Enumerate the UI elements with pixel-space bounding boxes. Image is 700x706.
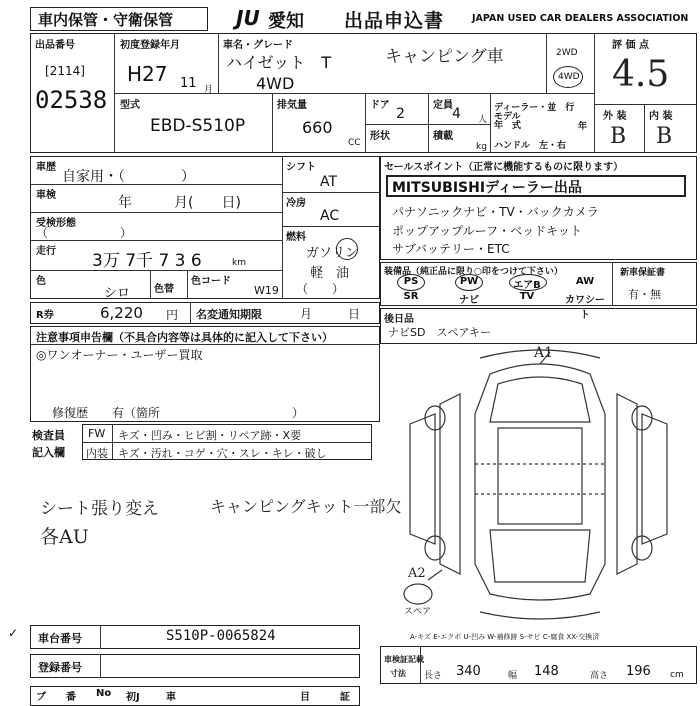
wd4-option: 4WD [558, 72, 580, 82]
logo-text: 愛知 [268, 11, 304, 32]
storage-label: 車内保管・守衛保管 [38, 11, 174, 29]
check-mark: ✓ [8, 626, 19, 640]
transfer-value: （ ） [36, 226, 133, 240]
bottom-item-6: 証 [340, 692, 350, 703]
equipment-pw: PW [459, 276, 479, 287]
color-code-label: 色コード [191, 276, 231, 287]
accessories-label: 後日品 [384, 314, 414, 325]
airbag-circle [509, 274, 547, 291]
wd4-circle [553, 66, 583, 88]
score-ext-label: 外 装 [603, 111, 627, 122]
capacity-label: 定員 [433, 100, 453, 111]
inspection-value: 年 月( 日) [118, 195, 241, 211]
inspector-label1: 検査員 [32, 429, 65, 442]
accessories-value: ナビSD スペアキー [388, 326, 492, 339]
registration-month: 11 [180, 76, 197, 91]
bottom-item-4: 車 [166, 692, 176, 703]
score-int-label: 内 装 [649, 111, 673, 122]
equipment-header: 装備品（純正品に限り○印をつけて下さい） [384, 267, 563, 277]
fuel-circle [336, 238, 358, 260]
lot-label: 出品番号 [35, 40, 75, 51]
history-value: 自家用・（ ） [62, 169, 195, 185]
sales-line3: サブバッテリー・ETC [392, 242, 510, 256]
score-value: 4.5 [612, 54, 670, 95]
sales-points-header: セールスポイント（正常に機能するものに限ります） [384, 162, 624, 173]
lot-number: 02538 [35, 86, 108, 114]
inspector-interior-text: キズ・汚れ・コゲ・穴・スレ・キレ・破し [118, 447, 327, 460]
displacement-label: 排気量 [277, 100, 307, 111]
reg-number-label: 登録番号 [38, 661, 82, 674]
warranty-value: 有・無 [628, 288, 661, 301]
bottom-item-1: 番 [66, 692, 76, 703]
dims-height-label: 高さ [590, 671, 609, 681]
sales-points-main: MITSUBISHIディーラー出品 [392, 180, 582, 196]
displacement-unit: CC [348, 138, 361, 148]
model-name: ハイゼット T [226, 53, 331, 72]
ac-label: 冷房 [286, 198, 306, 209]
inspection-label: 車検 [36, 190, 56, 201]
equipment-ps: PS [403, 276, 419, 287]
fuel-diesel: 軽 油 [310, 266, 350, 281]
shift-label: シフト [286, 162, 316, 173]
dims-length-label: 長さ [424, 671, 443, 681]
capacity-unit: 人 [478, 115, 488, 125]
load-label: 積載 [433, 131, 453, 142]
inspector-interior: 内装 [86, 447, 108, 460]
registration-year: H27 [127, 62, 168, 86]
score-int: B [656, 124, 673, 149]
type-label: 型式 [120, 100, 140, 111]
fuel-other: （ ） [296, 282, 345, 296]
shift-value: AT [320, 174, 338, 190]
chassis-value: S510P-0065824 [166, 628, 276, 644]
dims-unit: cm [670, 670, 684, 680]
equipment-airbag: エアB [513, 280, 541, 291]
bottom-item-0: ブ [36, 692, 46, 703]
association-name: JAPAN USED CAR DEALERS ASSOCIATION [472, 13, 689, 24]
notices-header: 注意事項申告欄（不具合内容等は具体的に記入して下さい） [36, 331, 333, 344]
inspector-fw-text: キズ・凹み・ヒビ割・リペア跡・X要 [118, 429, 302, 442]
dims-width-label: 幅 [508, 671, 518, 681]
equipment-leather: カワシート [565, 295, 605, 321]
dims-height: 196 [626, 664, 651, 679]
repair-history: 修復歴 有（箇所 ） [52, 406, 305, 420]
name-change-value: 月 日 [300, 307, 361, 321]
doors-value: 2 [396, 106, 405, 122]
registration-label: 初度登録年月 [120, 40, 180, 51]
lot-sub: [2114] [45, 64, 85, 78]
dealer-row1: ディーラー・並 行 [494, 103, 575, 113]
note-kit: キャンピングキット一部欠 [210, 497, 402, 516]
fuel-label: 燃料 [286, 232, 306, 243]
dims-label1: 車検証記載 [384, 655, 424, 664]
dealer-row2-val: 年 [578, 122, 588, 132]
car-damage-diagram [380, 344, 697, 624]
ju-logo: JU [236, 6, 260, 30]
fuel-gasoline: ガソリン [306, 246, 359, 261]
warranty-label: 新車保証書 [620, 268, 666, 278]
note-seat: シート張り変え [40, 499, 159, 519]
model-drive: 4WD [256, 74, 295, 93]
note-au: 各AU [40, 526, 89, 548]
trim-label: 色替 [154, 284, 174, 295]
dims-width: 148 [534, 664, 559, 679]
load-unit: kg [476, 142, 487, 152]
bottom-item-2: No [96, 688, 112, 699]
equipment-aw: AW [575, 276, 595, 287]
inspector-label2: 記入欄 [32, 446, 65, 459]
sales-line1: パナソニックナビ・TV・バックカメラ [392, 205, 599, 219]
bottom-item-3: 初J [126, 692, 140, 703]
inspector-fw: FW [88, 427, 106, 440]
r-ticket-label: R券 [36, 310, 54, 321]
color-code: W19 [254, 284, 279, 297]
transfer-label: 受検形態 [36, 218, 76, 229]
dims-label2: 寸法 [390, 669, 406, 678]
chassis-label: 車台番号 [38, 632, 82, 645]
capacity-value: 4 [452, 106, 461, 122]
damage-mark-a2: A2 [408, 566, 426, 581]
mileage-label: 走行 [36, 246, 56, 257]
notices-line1: ◎ワンオーナー・ユーザー買取 [36, 348, 203, 362]
score-ext: B [610, 124, 627, 149]
mileage-unit: km [232, 258, 246, 268]
bottom-strip [30, 686, 360, 706]
score-label: 評 価 点 [612, 40, 649, 51]
type-value: EBD-S510P [150, 116, 246, 136]
ps-circle [397, 274, 425, 291]
registration-month-unit: 月 [204, 85, 214, 95]
model-note: キャンピング車 [385, 47, 504, 67]
dealer-row3: ハンドル 左・右 [494, 141, 567, 151]
dims-length: 340 [456, 664, 481, 679]
dealer-row2: モデル 年 式 [494, 112, 522, 131]
mileage-value: 3万 7千 7 3 6 [92, 251, 202, 271]
equipment-tv: TV [519, 291, 535, 302]
ac-value: AC [320, 208, 340, 224]
history-label: 車歴 [36, 162, 56, 173]
wd2-option: 2WD [556, 48, 578, 58]
r-ticket-unit: 円 [166, 308, 179, 322]
equipment-navi: ナビ [459, 295, 479, 306]
name-change-label: 名変通知期限 [196, 308, 262, 321]
damage-mark-a1: A1 [534, 345, 554, 361]
color-value: シロ [104, 286, 131, 301]
form-title: 出品申込書 [344, 10, 445, 32]
model-label: 車名・グレード [223, 40, 293, 51]
shape-label: 形状 [370, 131, 390, 142]
displacement-value: 660 [302, 118, 333, 137]
bottom-item-5: 目 [300, 692, 310, 703]
r-ticket-value: 6,220 [100, 304, 143, 322]
equipment-sr: SR [403, 291, 419, 302]
color-label: 色 [36, 276, 46, 287]
doors-label: ドア [370, 100, 390, 111]
pw-circle [455, 274, 483, 291]
spare-label: スペア [404, 607, 432, 617]
sales-line2: ポップアップルーフ・ベッドキット [392, 224, 582, 238]
damage-legend: A-キズ E-エクボ U-凹み W-補修跡 S-サビ C-腐食 XX-交換済 [410, 633, 600, 641]
